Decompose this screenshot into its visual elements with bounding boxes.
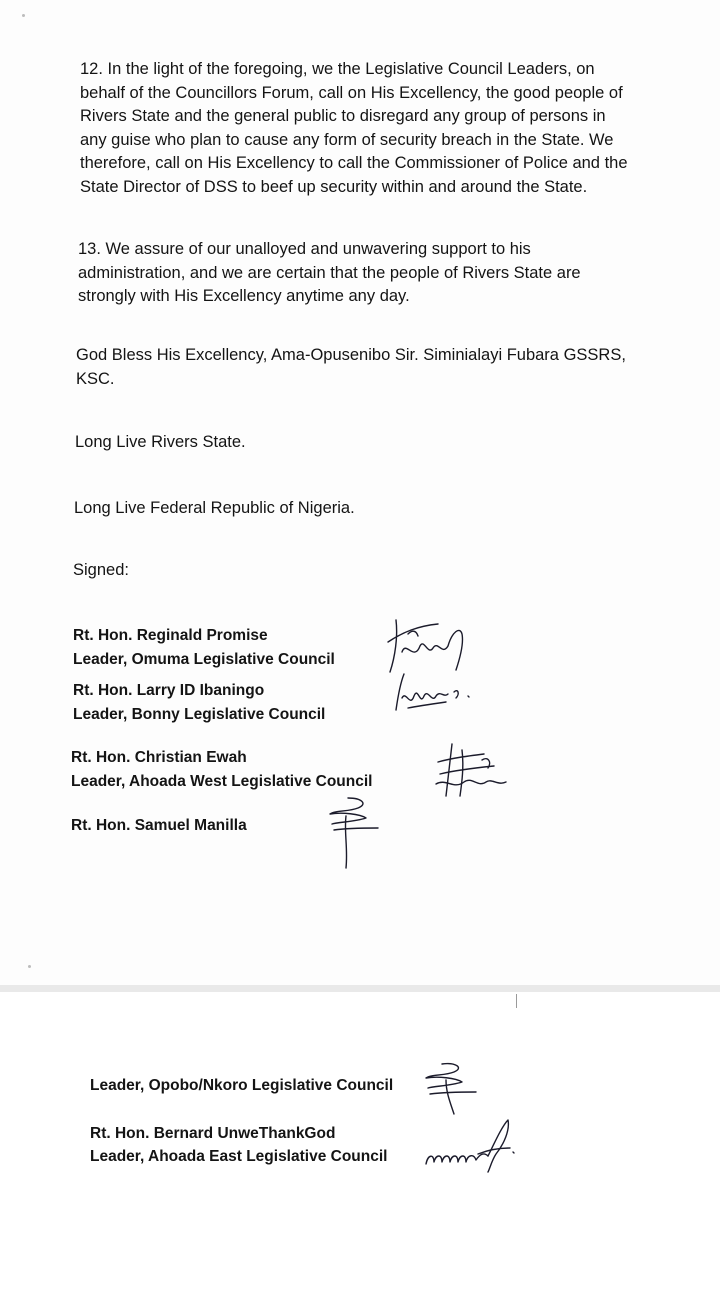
signature-christian-ewah [432,738,512,803]
paragraph-12-line: 12. In the light of the foregoing, we the Legislative Council Leaders, on [80,60,595,78]
signatory-name: Rt. Hon. Christian Ewah [71,749,247,766]
paragraph-12-line: therefore, call on His Excellency to call the Commissioner of Police and the [80,154,628,172]
paragraph-13 [78,238,581,309]
blessing-paragraph [76,344,626,391]
long-live-nigeria-text: Long Live Federal Republic of Nigeria. [74,499,355,517]
signatory-title: Leader, Ahoada West Legislative Council [71,773,373,790]
long-live-rivers-state-text: Long Live Rivers State. [75,433,246,451]
paragraph-13-line: strongly with His Excellency anytime any day. [78,287,410,305]
scan-edge-mark [516,994,517,1008]
blessing-line: God Bless His Excellency, Ama-Opusenibo Sir. Siminialayi Fubara GSSRS, [76,346,626,364]
long-live-nigeria [74,497,355,521]
signatory-name: Rt. Hon. Reginald Promise [73,627,268,644]
signature-larry-ibaningo [388,668,478,718]
paragraph-13-line: 13. We assure of our unalloyed and unwavering support to his [78,240,531,258]
scan-speck [28,965,31,968]
signed-label [73,559,129,583]
signatory-name: Rt. Hon. Bernard UnweThankGod [90,1125,336,1142]
blessing-line: KSC. [76,369,115,388]
document-page-2 [0,992,720,1292]
signatory-name: Rt. Hon. Samuel Manilla [71,817,247,834]
long-live-rivers-state [75,431,246,455]
signatory-title: Leader, Opobo/Nkoro Legislative Council [90,1077,394,1094]
signatory-title: Leader, Bonny Legislative Council [73,706,326,723]
signed-label-text: Signed: [73,561,129,579]
paragraph-12 [80,58,628,199]
paragraph-12-line: Rivers State and the general public to disregard any group of persons in [80,107,606,125]
signature-samuel-manilla [308,792,388,872]
scan-speck [22,14,25,17]
signature-bernard-unwethankgod [418,1114,518,1174]
paragraph-12-line: State Director of DSS to beef up security within and around the State. [80,177,588,196]
signatory-title: Leader, Omuma Legislative Council [73,651,335,668]
paragraph-13-line: administration, and we are certain that the people of Rivers State are [78,263,581,282]
signature-samuel-manilla-continued [410,1058,490,1118]
paragraph-12-line: any guise who plan to cause any form of security breach in the State. We [80,130,614,149]
signatory-name: Rt. Hon. Larry ID Ibaningo [73,682,265,699]
paragraph-12-line: behalf of the Councillors Forum, call on His Excellency, the good people of [80,83,623,102]
signatory-title: Leader, Ahoada East Legislative Council [90,1148,388,1165]
